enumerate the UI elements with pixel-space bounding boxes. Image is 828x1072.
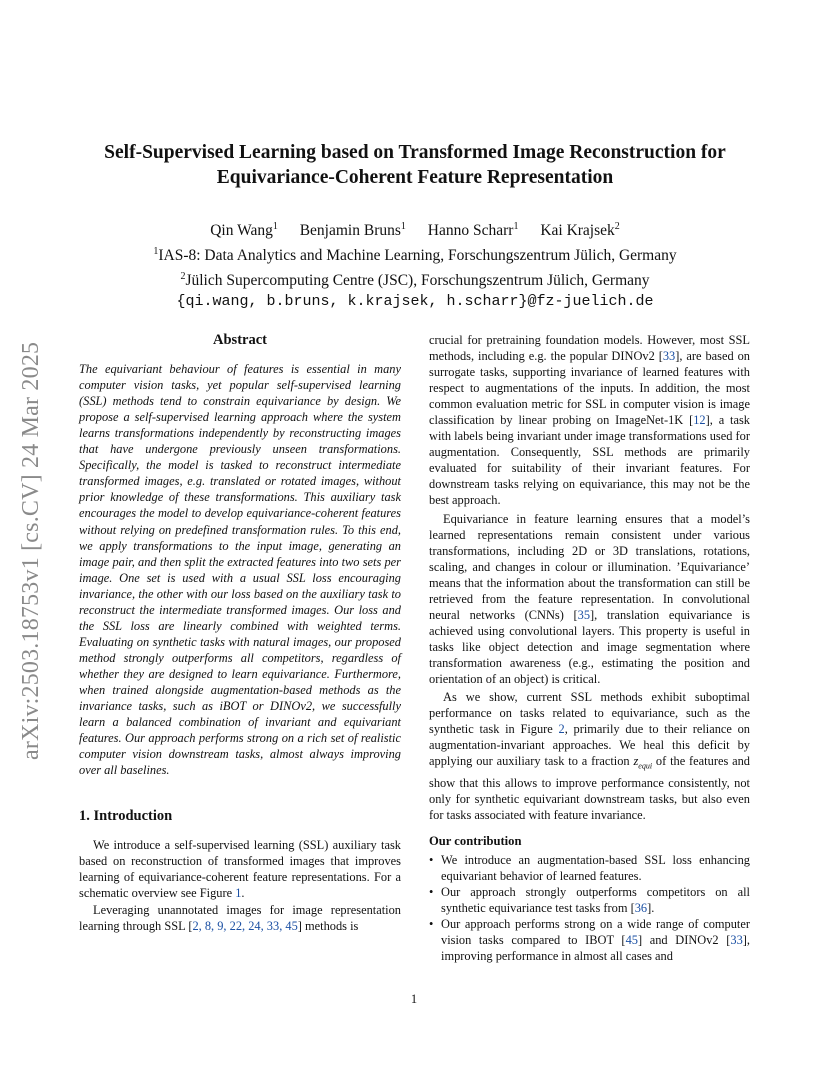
citation-36[interactable]: 36	[634, 901, 648, 916]
citation-links[interactable]: 2, 8, 9, 22, 24, 33, 45	[192, 918, 298, 933]
abstract-heading: Abstract	[213, 332, 267, 348]
arxiv-identifier: arXiv:2503.18753v1 [cs.CV] 24 Mar 2025	[18, 341, 44, 760]
affiliation-2: $^2$Jülich Supercomputing Centre (JSC), Forschungszentrum Jülich, Germany	[180, 271, 650, 290]
left-column	[79, 332, 401, 934]
paper-title	[80, 140, 750, 190]
citation-35[interactable]: 35	[577, 607, 591, 622]
intro-paragraph-2: Leveraging unannotated images for image representation learning through SSL [2, 8, 9, 22, 24, 33, 45] methods is	[79, 902, 401, 933]
author-2: Benjamin Bruns$^1$	[299, 221, 406, 240]
right-paragraph-3: As we show, current SSL methods exhibit suboptimal performance on tasks related to equivariance, such as the synthetic task in Figure 2, primarily due to their reliance on augmentation-invariant approaches. We heal this deficit by applying our auxiliary task to a fraction $z_{equi}$ of the features and show that this allows to improve performance consistently, not only for synthetic equivariant downstream tasks, but also even for tasks associated with feature invariance.	[429, 690, 750, 822]
citation-45[interactable]: 45	[625, 933, 638, 948]
title-line-2: Equivariance-Coherent Feature Representation	[216, 167, 614, 188]
author-3: Hanno Scharr$^1$	[427, 221, 519, 240]
contribution-item-1: • We introduce an augmentation-based SSL loss enhancing equivariant behavior of learned features.	[429, 852, 750, 884]
author-emails: {qi.wang, b.bruns, k.krajsek, h.scharr}@fz-juelich.de	[176, 293, 654, 311]
affiliation-1: $^1$IAS-8: Data Analytics and Machine Learning, Forschungszentrum Jülich, Germany	[153, 246, 677, 265]
author-block	[80, 216, 750, 312]
figure-2-link[interactable]: 2	[558, 722, 565, 737]
abstract-text: The equivariant behaviour of features is essential in many computer vision tasks, yet popular self-supervised learning (SSL) methods tend to constrain equivariance by design. We propose a self-supervised learning approach where the system learns transformations independently by reconstructing images that have undergone previously unseen transformations. Specifically, the model is tasked to reconstruct intermediate transformed images, e.g. translated or rotated images, without prior knowledge of these transformations. This auxiliary task encourages the model to develop equivariance-coherent features without relying on predefined transformation rules. To this end, we apply transformations to the input image, generating an image pair, and then split the extracted features into two sets per image. One set is used with a usual SSL loss encouraging invariance, the other with our loss based on the auxiliary task to reconstruct the intermediate transformed images. Our loss and the SSL loss are linearly combined with weighted terms. Evaluating on synthetic tasks with natural images, our proposed method strongly outperforms all competitors, regardless of whether they are designed to learn equivariance. Furthermore, when trained alongside augmentation-based methods as the invariance tasks, such as iBOT or DINOv2, we successfully learn a balanced combination of invariant and equivariant features. Our approach performs strong on a rich set of realistic computer vision downstream tasks, almost always improving over all baselines.	[79, 362, 401, 778]
intro-paragraph-1: We introduce a self-supervised learning (SSL) auxiliary task based on reconstruction of transformed images that improves learning of equivariance-coherent feature representations. For a schematic overview see Figure 1.	[79, 838, 401, 901]
right-column	[429, 332, 750, 964]
citation-12[interactable]: 12	[693, 413, 706, 428]
z-equi-variable: $z_{equi}$	[633, 754, 653, 771]
citation-33[interactable]: 33	[662, 349, 676, 364]
right-paragraph-2: Equivariance in feature learning ensures that a model’s learned representations remain consistent under various transformations, including 2D or 3D translations, rotations, scaling, and changes in colour or illumination. ’Equivariance’ means that the information about the transformation can still be retrieved from the feature representation. In convolutional neural networks (CNNs) [35], translation equivariance is achieved using convolutional layers. This property is useful in tasks like object detection and image segmentation where transformation awareness (e.g., estimating the position and orientation of an object) is critical.	[429, 511, 750, 686]
contribution-item-3: • Our approach performs strong on a wide range of computer vision tasks compared to IBOT [45] and DINOv2 [33], improving performance in almost all cases and	[429, 916, 750, 964]
title-line-1: Self-Supervised Learning based on Transformed Image Reconstruction for	[104, 142, 726, 163]
citation-33b[interactable]: 33	[730, 933, 743, 948]
author-names	[80, 216, 750, 241]
contribution-heading: Our contribution	[429, 833, 522, 848]
author-1: Qin Wang$^1$	[210, 221, 278, 240]
author-4: Kai Krajsek$^2$	[540, 221, 620, 240]
figure-1-link[interactable]: 1	[235, 886, 242, 901]
contribution-item-2: • Our approach strongly outperforms competitors on all synthetic equivariance test tasks from [36].	[429, 884, 750, 916]
introduction-heading: 1. Introduction	[79, 808, 173, 825]
contribution-list	[429, 852, 750, 964]
page-number: 1	[410, 992, 418, 1006]
right-paragraph-1: crucial for pretraining foundation models. However, most SSL methods, including e.g. the popular DINOv2 [33], are based on surrogate tasks, supporting invariance of learned features with respect to augmentations of the inputs. In addition, the most common evaluation metric for SSL in computer vision is image classification by linear probing on ImageNet-1K [12], a task with labels being invariant under image transformations used for augmentation. Consequently, SSL methods are primarily evaluated for suitability of their invariant features. For downstream tasks relying on equivariance, this may not be the best approach.	[429, 333, 750, 508]
